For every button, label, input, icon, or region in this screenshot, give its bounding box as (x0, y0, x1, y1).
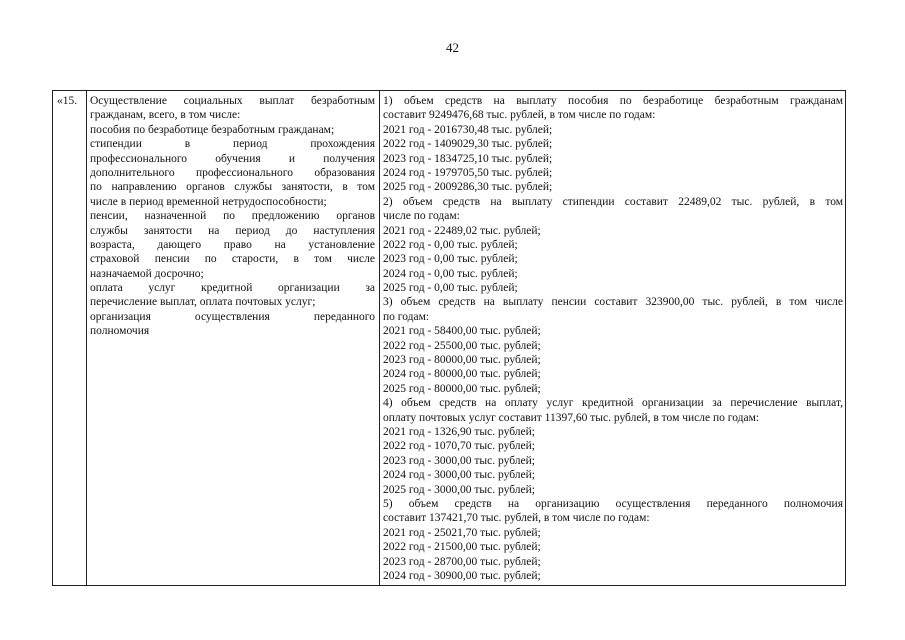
funding-line: 2023 год - 0,00 тыс. рублей; (383, 253, 518, 266)
funding-line: по годам: (383, 310, 430, 323)
funding-line: 2023 год - 80000,00 тыс. рублей; (383, 354, 541, 367)
funding-line: оплату почтовых услуг составит 11397,60 тыс. рублей, в том числе по годам: (383, 411, 760, 424)
row-number-cell: «15. (57, 95, 78, 107)
funding-line: 2023 год - 3000,00 тыс. рублей; (383, 454, 535, 467)
description-line: профессионального обучения и получения (90, 152, 375, 165)
funding-line: 2025 год - 2009286,30 тыс. рублей; (383, 181, 553, 194)
funding-line: 2023 год - 1834725,10 тыс. рублей; (383, 152, 553, 165)
document-table (52, 90, 846, 586)
column-divider (86, 91, 87, 585)
funding-line: 2024 год - 0,00 тыс. рублей; (383, 267, 518, 280)
funding-line: 2024 год - 3000,00 тыс. рублей; (383, 469, 535, 482)
funding-line: 2023 год - 28700,00 тыс. рублей; (383, 555, 541, 568)
description-line: возраста, дающего право на установление (90, 238, 375, 251)
funding-line: 5) объем средств на организацию осуществления переданного полномочия (383, 497, 843, 510)
funding-line: 2025 год - 3000,00 тыс. рублей; (383, 483, 535, 496)
funding-line: 2021 год - 1326,90 тыс. рублей; (383, 425, 535, 438)
funding-line: 2) объем средств на выплату стипендии составит 22489,02 тыс. рублей, в том (383, 195, 843, 208)
funding-line: составит 9249476,68 тыс. рублей, в том числе по годам: (383, 109, 656, 122)
column-divider (379, 91, 380, 585)
description-line: Осуществление социальных выплат безработным (90, 95, 375, 107)
description-line: назначаемой досрочно; (90, 267, 204, 280)
description-line: полномочия (90, 325, 150, 338)
funding-line: 2021 год - 2016730,48 тыс. рублей; (383, 123, 553, 136)
funding-line: 2022 год - 1070,70 тыс. рублей; (383, 440, 535, 453)
funding-line: 2024 год - 1979705,50 тыс. рублей; (383, 166, 553, 179)
measure-description-cell (90, 94, 375, 339)
description-line: по направлению органов службы занятости, в том (90, 181, 375, 194)
description-line: организация осуществления переданного (90, 310, 375, 323)
page-number: 42 (446, 40, 459, 55)
funding-line: 2024 год - 30900,00 тыс. рублей; (383, 569, 541, 582)
description-line: службы занятости на период до наступления (90, 224, 375, 237)
description-line: пенсии, назначенной по предложению органов (90, 210, 375, 223)
funding-line: числе по годам: (383, 210, 460, 223)
funding-line: 2022 год - 21500,00 тыс. рублей; (383, 541, 541, 554)
funding-line: 2022 год - 0,00 тыс. рублей; (383, 238, 518, 251)
funding-line: 2022 год - 1409029,30 тыс. рублей; (383, 138, 553, 151)
description-line: пособия по безработице безработным гражданам; (90, 123, 335, 136)
description-line: гражданам, всего, в том числе: (90, 109, 241, 122)
description-line: дополнительного профессионального образования (90, 166, 375, 179)
funding-details-cell (383, 94, 843, 583)
funding-line: 2025 год - 0,00 тыс. рублей; (383, 282, 518, 295)
funding-line: 2025 год - 80000,00 тыс. рублей; (383, 382, 541, 395)
funding-line: 2021 год - 22489,02 тыс. рублей; (383, 224, 541, 237)
funding-line: 2022 год - 25500,00 тыс. рублей; (383, 339, 541, 352)
funding-line: составит 137421,70 тыс. рублей, в том числе по годам: (383, 512, 650, 525)
description-line: числе в период временной нетрудоспособности; (90, 195, 327, 208)
description-line: страховой пенсии по старости, в том числе (90, 253, 375, 266)
funding-line: 2024 год - 80000,00 тыс. рублей; (383, 368, 541, 381)
description-line: перечисление выплат, оплата почтовых услуг; (90, 296, 316, 309)
funding-line: 3) объем средств на выплату пенсии составит 323900,00 тыс. рублей, в том числе (383, 296, 843, 309)
funding-line: 2021 год - 58400,00 тыс. рублей; (383, 325, 541, 338)
description-line: оплата услуг кредитной организации за (90, 282, 375, 295)
funding-line: 1) объем средств на выплату пособия по безработице безработным гражданам (383, 95, 843, 107)
funding-line: 2021 год - 25021,70 тыс. рублей; (383, 526, 541, 539)
description-line: стипендии в период прохождения (90, 138, 375, 151)
funding-line: 4) объем средств на оплату услуг кредитной организации за перечисление выплат, (383, 397, 843, 410)
